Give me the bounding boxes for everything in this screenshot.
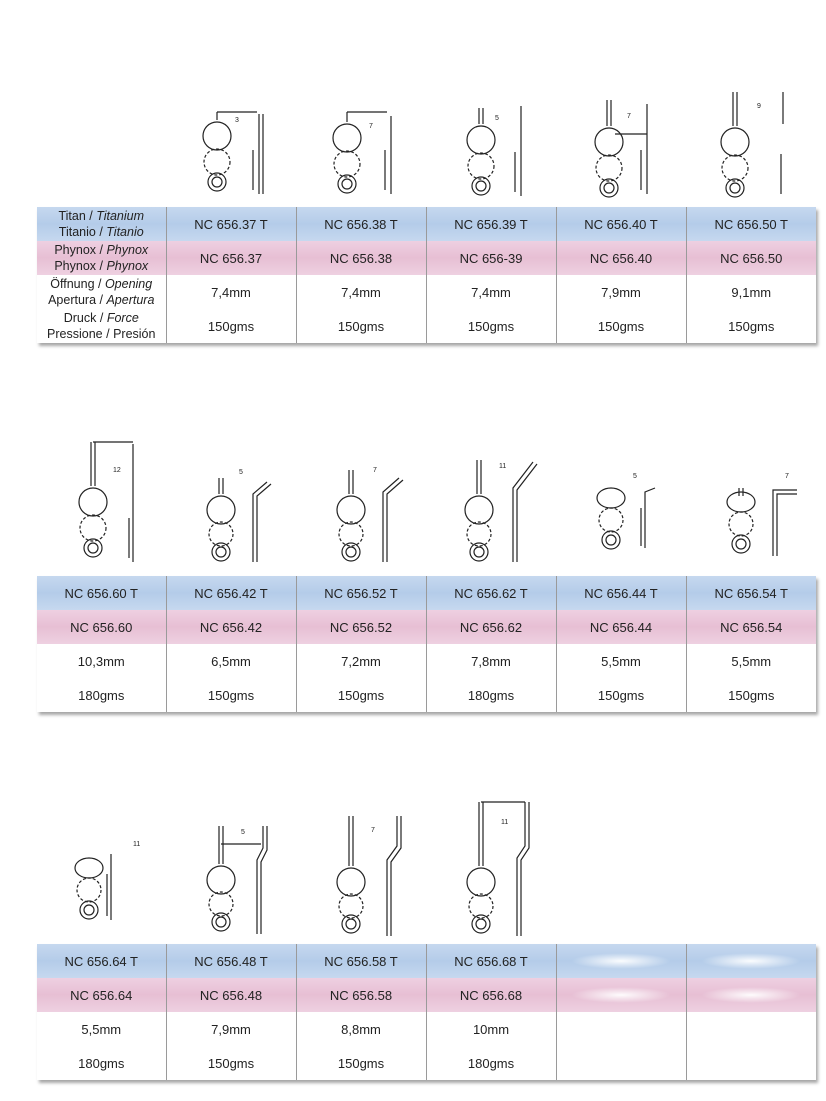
titan-cell: NC 656.60 T: [37, 576, 166, 610]
svg-text:7: 7: [371, 827, 375, 834]
dim-label: 3: [235, 117, 239, 124]
spec-table-2: [37, 576, 816, 712]
svg-text:7: 7: [373, 467, 377, 474]
opening-cell: 9,1mm: [686, 275, 816, 309]
svg-text:12: 12: [113, 467, 121, 474]
svg-text:5: 5: [239, 469, 243, 476]
spring-drawing-656-40: [557, 90, 687, 202]
force-cell: 180gms: [37, 678, 166, 712]
empty-cell: [686, 944, 816, 978]
spring-drawing-656-38: [297, 90, 427, 202]
drawing-row-1: [37, 90, 816, 202]
force-label: Druck / Force Pressione / Presión: [37, 309, 166, 343]
force-cell: 180gms: [37, 1046, 166, 1080]
spring-drawing-656-52: [297, 438, 427, 570]
spec-table-1: [37, 207, 816, 343]
opening-cell: 7,2mm: [296, 644, 426, 678]
empty-cell: [556, 944, 686, 978]
svg-text:5: 5: [633, 473, 637, 480]
force-cell: 180gms: [426, 678, 556, 712]
opening-cell: 8,8mm: [296, 1012, 426, 1046]
spring-drawing-656-42: [167, 438, 297, 570]
titan-cell: NC 656.39 T: [426, 207, 556, 241]
phynox-cell: NC 656.58: [296, 978, 426, 1012]
opening-cell: 5,5mm: [37, 1012, 166, 1046]
titan-cell: NC 656.44 T: [556, 576, 686, 610]
empty-cell: [556, 1046, 686, 1080]
opening-cell: 5,5mm: [556, 644, 686, 678]
titan-cell: NC 656.68 T: [426, 944, 556, 978]
phynox-cell: NC 656.44: [556, 610, 686, 644]
spring-drawing-656-62: [427, 438, 557, 570]
phynox-cell: NC 656.68: [426, 978, 556, 1012]
titan-cell: NC 656.50 T: [686, 207, 816, 241]
drawing-row-2: [37, 438, 816, 570]
force-cell: 150gms: [686, 309, 816, 343]
phynox-cell: NC 656.42: [166, 610, 296, 644]
highlight-glow: [701, 953, 801, 969]
titan-cell: NC 656.38 T: [296, 207, 426, 241]
spring-drawing-656-44: [557, 438, 687, 570]
phynox-cell: NC 656.60: [37, 610, 166, 644]
opening-cell: 7,4mm: [296, 275, 426, 309]
opening-row: [37, 1012, 816, 1046]
titan-row: [37, 207, 816, 241]
empty-cell: [556, 978, 686, 1012]
empty-cell: [556, 1012, 686, 1046]
titan-label: Titan / Titanium Titanio / Titanio: [37, 207, 166, 241]
spring-drawing-656-58: [297, 794, 427, 942]
phynox-cell: NC 656.37: [166, 241, 296, 275]
svg-text:11: 11: [499, 463, 507, 470]
svg-text:5: 5: [241, 829, 245, 836]
phynox-cell: NC 656.52: [296, 610, 426, 644]
drawing-row-3: [37, 794, 816, 942]
svg-text:7: 7: [627, 113, 631, 120]
force-row: [37, 1046, 816, 1080]
titan-row: [37, 576, 816, 610]
titan-cell: NC 656.64 T: [37, 944, 166, 978]
titan-cell: NC 656.40 T: [556, 207, 686, 241]
force-cell: 150gms: [426, 309, 556, 343]
svg-text:9: 9: [757, 103, 761, 110]
svg-text:11: 11: [501, 819, 509, 826]
opening-cell: 7,4mm: [166, 275, 296, 309]
spring-drawing-656-48: [167, 794, 297, 942]
phynox-cell: NC 656.40: [556, 241, 686, 275]
opening-cell: 5,5mm: [686, 644, 816, 678]
spring-drawing-656-39: [427, 90, 557, 202]
opening-label: Öffnung / Opening Apertura / Apertura: [37, 275, 166, 309]
svg-text:11: 11: [133, 841, 141, 848]
opening-cell: 6,5mm: [166, 644, 296, 678]
force-row: [37, 678, 816, 712]
titan-cell: NC 656.52 T: [296, 576, 426, 610]
titan-row: [37, 944, 816, 978]
force-cell: 150gms: [556, 309, 686, 343]
highlight-glow: [701, 987, 801, 1003]
opening-cell: 7,8mm: [426, 644, 556, 678]
opening-cell: 7,9mm: [556, 275, 686, 309]
titan-cell: NC 656.62 T: [426, 576, 556, 610]
highlight-glow: [571, 953, 671, 969]
empty-cell: [686, 978, 816, 1012]
titan-cell: NC 656.48 T: [166, 944, 296, 978]
spring-drawing-656-64: [37, 794, 167, 942]
phynox-cell: NC 656.62: [426, 610, 556, 644]
titan-cell: NC 656.42 T: [166, 576, 296, 610]
opening-cell: 10,3mm: [37, 644, 166, 678]
opening-cell: 7,9mm: [166, 1012, 296, 1046]
force-cell: 150gms: [556, 678, 686, 712]
phynox-row: [37, 978, 816, 1012]
svg-text:5: 5: [495, 115, 499, 122]
force-cell: 150gms: [296, 1046, 426, 1080]
force-cell: 150gms: [296, 309, 426, 343]
titan-cell: NC 656.54 T: [686, 576, 816, 610]
opening-row: [37, 644, 816, 678]
phynox-row: [37, 241, 816, 275]
force-cell: 150gms: [686, 678, 816, 712]
opening-cell: 7,4mm: [426, 275, 556, 309]
spring-drawing-656-50: [687, 90, 817, 202]
phynox-label: Phynox / Phynox Phynox / Phynox: [37, 241, 166, 275]
force-row: [37, 309, 816, 343]
phynox-cell: NC 656-39: [426, 241, 556, 275]
opening-cell: 10mm: [426, 1012, 556, 1046]
spec-table-3: [37, 944, 816, 1080]
titan-cell: NC 656.58 T: [296, 944, 426, 978]
empty-cell: [686, 1012, 816, 1046]
svg-text:7: 7: [785, 473, 789, 480]
phynox-cell: NC 656.50: [686, 241, 816, 275]
svg-text:7: 7: [369, 123, 373, 130]
phynox-cell: NC 656.64: [37, 978, 166, 1012]
force-cell: 150gms: [166, 309, 296, 343]
spring-drawing-656-54: [687, 438, 817, 570]
phynox-cell: NC 656.48: [166, 978, 296, 1012]
force-cell: 180gms: [426, 1046, 556, 1080]
opening-row: [37, 275, 816, 309]
force-cell: 150gms: [166, 678, 296, 712]
spring-drawing-656-68: [427, 794, 557, 942]
phynox-cell: NC 656.38: [296, 241, 426, 275]
highlight-glow: [571, 987, 671, 1003]
force-cell: 150gms: [296, 678, 426, 712]
force-cell: 150gms: [166, 1046, 296, 1080]
phynox-row: [37, 610, 816, 644]
phynox-cell: NC 656.54: [686, 610, 816, 644]
empty-cell: [686, 1046, 816, 1080]
spring-drawing-656-60: [37, 438, 167, 570]
titan-cell: NC 656.37 T: [166, 207, 296, 241]
spring-drawing-656-37: [167, 90, 297, 202]
